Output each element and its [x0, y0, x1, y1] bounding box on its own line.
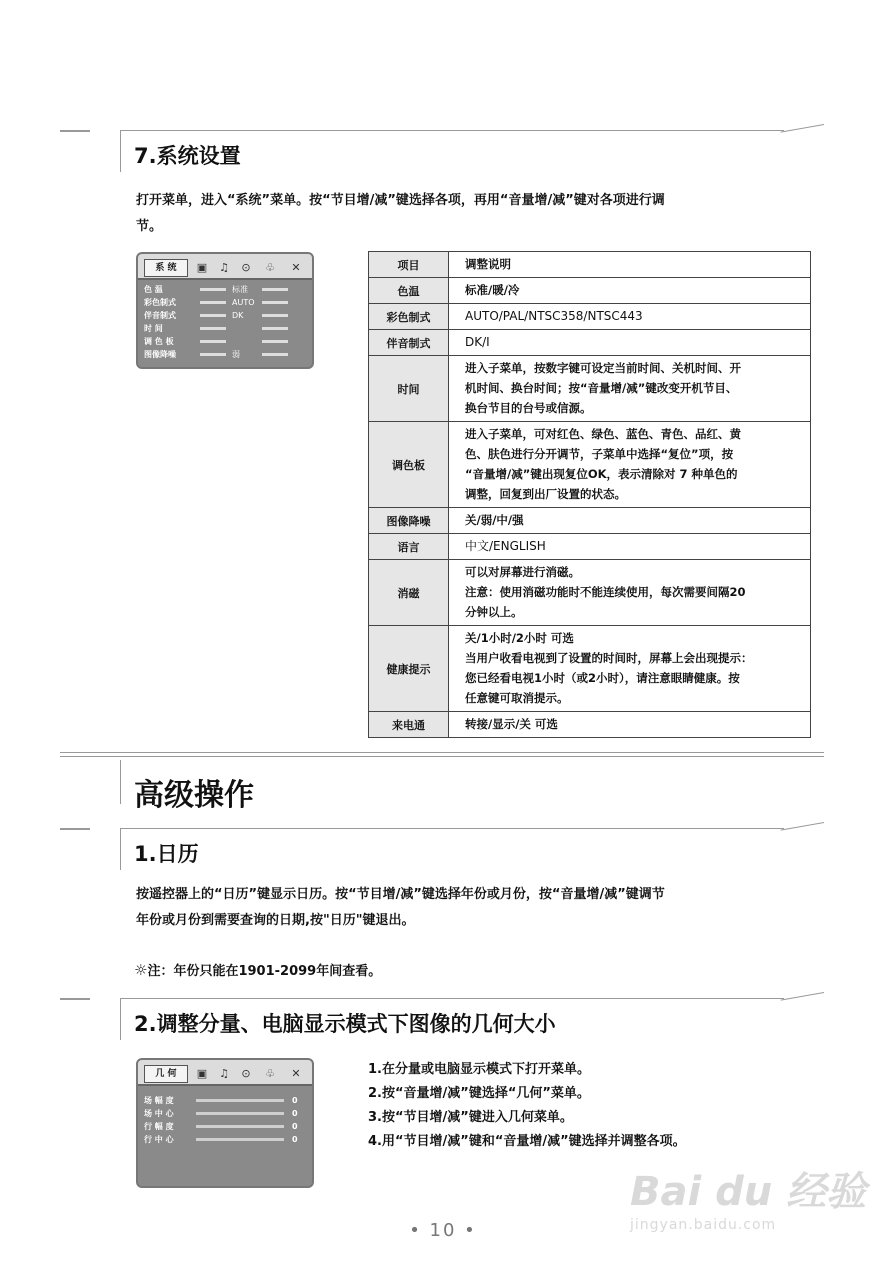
osd-row-label: 行 幅 度: [144, 1122, 174, 1131]
advanced-title: 高级操作: [134, 778, 254, 813]
table-value-line: 可以对屏幕进行消磁。: [465, 565, 580, 579]
header-tick: [60, 130, 90, 132]
osd-row-label: 图像降噪: [144, 350, 176, 359]
table-key-cell: 彩色制式: [369, 304, 449, 330]
picture-icon: ▣: [196, 261, 208, 274]
calendar-note-text: 注：年份只能在1901-2099年间查看。: [147, 964, 382, 979]
bell-icon: ♧: [265, 1067, 275, 1080]
table-value-cell: 标准/暖/冷: [449, 278, 811, 304]
intro-line-2: 节。: [136, 219, 163, 234]
section-2-header: [60, 998, 824, 1058]
osd-row-label: 时 间: [144, 324, 163, 333]
lightbulb-icon: ☼: [134, 961, 148, 979]
header-slant: [781, 822, 825, 831]
table-value-cell: [449, 560, 811, 626]
osd-rows: [138, 280, 312, 367]
magnifier-icon: ⊙: [241, 261, 251, 274]
table-key-cell: 图像降噪: [369, 508, 449, 534]
osd-tabs: [138, 254, 312, 280]
table-value-line: 分钟以上。: [465, 605, 523, 619]
table-value-line: 关/1小时/2小时 可选: [465, 631, 574, 645]
table-value-cell: [449, 422, 811, 508]
header-vbar: [120, 130, 121, 172]
magnifier-icon: ⊙: [241, 1067, 251, 1080]
step-item: 1.在分量或电脑显示模式下打开菜单。: [368, 1062, 590, 1077]
table-key-cell: 伴音制式: [369, 330, 449, 356]
header-rule: [120, 828, 784, 829]
geometry-osd-menu: [136, 1058, 314, 1188]
table-value-cell: AUTO/PAL/NTSC358/NTSC443: [449, 304, 811, 330]
header-rule: [120, 130, 784, 131]
section-divider-top: [60, 752, 824, 753]
table-row: [369, 560, 811, 626]
geometry-steps: [368, 1058, 686, 1154]
table-value-cell: 转接/显示/关 可选: [449, 712, 811, 738]
osd-row-value: AUTO: [232, 298, 255, 307]
section-1-title: 1.日历: [134, 842, 199, 866]
osd-row-bar: [196, 1125, 284, 1128]
table-key-cell: 来电通: [369, 712, 449, 738]
osd-row: [142, 1133, 308, 1146]
table-value-line: 进入子菜单，可对红色、绿色、蓝色、青色、品红、黄: [465, 427, 741, 441]
table-row: [369, 304, 811, 330]
osd-row-value: 标准: [232, 285, 248, 294]
osd-row-bar: [200, 353, 226, 356]
header-rule: [120, 998, 784, 999]
table-key-cell: 语言: [369, 534, 449, 560]
section-7-header: [60, 130, 824, 190]
settings-table: [368, 251, 811, 738]
osd-row: [142, 283, 308, 296]
table-row: [369, 252, 811, 278]
table-row: [369, 534, 811, 560]
osd-row-value: 0: [292, 1135, 298, 1144]
osd-row-bar: [196, 1099, 284, 1102]
osd-row: [142, 309, 308, 322]
table-value-line: 您已经看电视1小时（或2小时），请注意眼睛健康。按: [465, 671, 740, 685]
header-tick: [60, 998, 90, 1000]
osd-tabs: [138, 1060, 312, 1086]
osd-row-bar: [200, 288, 226, 291]
table-value-line: 换台节目的台号或信源。: [465, 401, 592, 415]
osd-row-bar: [200, 327, 226, 330]
osd-tab-geometry: 几 何: [144, 1065, 188, 1083]
table-value-line: 任意键可取消提示。: [465, 691, 569, 705]
osd-row-label: 场 中 心: [144, 1109, 174, 1118]
music-note-icon: ♫: [219, 1067, 229, 1080]
music-note-icon: ♫: [219, 261, 229, 274]
table-row: [369, 422, 811, 508]
osd-row: [142, 348, 308, 361]
table-key-cell: 项目: [369, 252, 449, 278]
osd-row-bar: [262, 301, 288, 304]
osd-row-label: 调 色 板: [144, 337, 174, 346]
table-key-cell: 调色板: [369, 422, 449, 508]
osd-rows: [138, 1086, 312, 1152]
osd-row-bar: [200, 301, 226, 304]
section-1-header: [60, 828, 824, 888]
osd-row-value: DK: [232, 311, 244, 320]
table-row: [369, 626, 811, 712]
osd-row-label: 色 温: [144, 285, 163, 294]
picture-icon: ▣: [196, 1067, 208, 1080]
advanced-vbar: [120, 760, 121, 804]
section-1-body: [136, 882, 816, 934]
osd-row: [142, 296, 308, 309]
calendar-note: [134, 957, 814, 985]
osd-row-value: 0: [292, 1096, 298, 1105]
system-osd-menu: [136, 252, 314, 369]
step-item: 3.按“节目增/减”键进入几何菜单。: [368, 1110, 573, 1125]
header-slant: [781, 992, 825, 1001]
table-value-line: 调整，回复到出厂设置的状态。: [465, 487, 626, 501]
section-2-title: 2.调整分量、电脑显示模式下图像的几何大小: [134, 1012, 556, 1036]
page-number: • 10 •: [409, 1220, 477, 1241]
table-row: [369, 356, 811, 422]
osd-row: [142, 1120, 308, 1133]
table-key-cell: 时间: [369, 356, 449, 422]
section-divider-bottom: [60, 756, 824, 757]
table-value-cell: 调整说明: [449, 252, 811, 278]
table-row: [369, 330, 811, 356]
osd-row-bar: [200, 340, 226, 343]
osd-row-bar: [200, 314, 226, 317]
section-7-intro: [136, 188, 816, 240]
table-row: [369, 508, 811, 534]
osd-tab-system: 系 统: [144, 259, 188, 277]
osd-row-bar: [196, 1138, 284, 1141]
osd-row-label: 场 幅 度: [144, 1096, 174, 1105]
header-vbar: [120, 998, 121, 1040]
osd-row-bar: [262, 353, 288, 356]
osd-row-bar: [262, 314, 288, 317]
osd-row-bar: [262, 327, 288, 330]
header-tick: [60, 828, 90, 830]
osd-row: [142, 1094, 308, 1107]
osd-row-bar: [262, 340, 288, 343]
cross-icon: ✕: [291, 261, 301, 274]
table-value-line: “音量增/减”键出现复位OK，表示清除对 7 种单色的: [465, 467, 738, 481]
osd-row-label: 彩色制式: [144, 298, 176, 307]
osd-row-value: 弱: [232, 350, 240, 359]
intro-line-1: 打开菜单，进入“系统”菜单。按“节目增/减”键选择各项，再用“音量增/减”键对各项进行调: [136, 193, 665, 208]
table-row: [369, 712, 811, 738]
osd-row-label: 伴音制式: [144, 311, 176, 320]
table-value-cell: 中文/ENGLISH: [449, 534, 811, 560]
table-value-line: 注意：使用消磁功能时不能连续使用，每次需要间隔20: [465, 585, 746, 599]
osd-row: [142, 322, 308, 335]
table-value-line: 进入子菜单，按数字键可设定当前时间、关机时间、开: [465, 361, 741, 375]
watermark-url: jingyan.baidu.com: [630, 1217, 777, 1233]
watermark-brand: Bai du 经验: [630, 1169, 867, 1215]
section-7-title: 7.系统设置: [134, 144, 241, 168]
bell-icon: ♧: [265, 261, 275, 274]
table-key-cell: 消磁: [369, 560, 449, 626]
table-key-cell: 健康提示: [369, 626, 449, 712]
watermark: [630, 1160, 866, 1233]
table-value-line: 色、肤色进行分开调节，子菜单中选择“复位”项，按: [465, 447, 734, 461]
header-slant: [781, 124, 825, 133]
step-item: 4.用“节目增/减”键和“音量增/减”键选择并调整各项。: [368, 1134, 686, 1149]
osd-row-label: 行 中 心: [144, 1135, 174, 1144]
calendar-line-2: 年份或月份到需要查询的日期,按"日历"键退出。: [136, 913, 415, 928]
table-value-cell: DK/I: [449, 330, 811, 356]
table-value-line: 当用户收看电视到了设置的时间时，屏幕上会出现提示：: [465, 651, 753, 665]
osd-row-bar: [196, 1112, 284, 1115]
osd-row: [142, 335, 308, 348]
calendar-line-1: 按遥控器上的“日历”键显示日历。按“节目增/减”键选择年份或月份，按“音量增/减”键调节: [136, 887, 665, 902]
table-value-cell: [449, 356, 811, 422]
osd-row-value: 0: [292, 1109, 298, 1118]
table-value-cell: 关/弱/中/强: [449, 508, 811, 534]
header-vbar: [120, 828, 121, 870]
osd-row-value: 0: [292, 1122, 298, 1131]
step-item: 2.按“音量增/减”键选择“几何”菜单。: [368, 1086, 590, 1101]
osd-row: [142, 1107, 308, 1120]
table-value-cell: [449, 626, 811, 712]
cross-icon: ✕: [291, 1067, 301, 1080]
osd-row-bar: [262, 288, 288, 291]
table-value-line: 机时间、换台时间；按“音量增/减”键改变开机节目、: [465, 381, 738, 395]
table-row: [369, 278, 811, 304]
table-key-cell: 色温: [369, 278, 449, 304]
